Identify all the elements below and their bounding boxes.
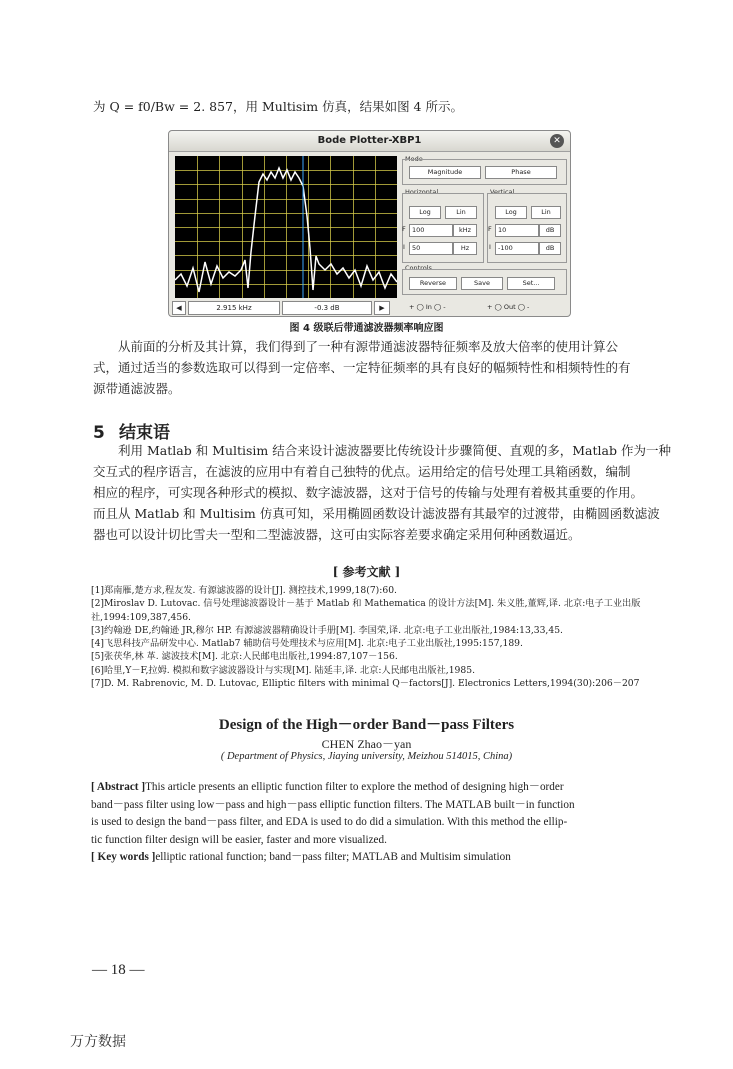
keywords-text: elliptic rational function; band－pass filter; MATLAB and Multisim simulation (155, 851, 511, 863)
english-title: Design of the High－order Band－pass Filters (218, 717, 515, 733)
h-i-label: I (403, 243, 405, 251)
close-icon[interactable]: ✕ (550, 134, 564, 148)
bode-title: Bode Plotter-XBP1 (169, 131, 570, 152)
abstract-line: is used to design the band－pass filter, and EDA is used to do did a simulation. With this method the ellip- (91, 816, 568, 828)
abstract-label: [ Abstract ] (91, 781, 146, 793)
english-abstract (91, 779, 663, 867)
references-list (91, 584, 666, 690)
phase-button[interactable]: Phase (485, 166, 557, 179)
v-lin-button[interactable]: Lin (531, 206, 561, 219)
bode-plotter-window (168, 130, 571, 317)
paragraph-line: 利用 Matlab 和 Multisim 结合来设计滤波器要比传统设计步骤简便、直观的多，Matlab 作为一种 (118, 443, 671, 458)
h-i-input[interactable]: 50 (409, 242, 453, 255)
section-number: 5 (93, 423, 105, 443)
reference-item: [2]Miroslav D. Lutovac. 信号处理滤波器设计－基于 Matlab 和 Mathematica 的设计方法[M]. 朱义胜,董辉,译. 北京:电子工业出版 (91, 598, 641, 610)
arrow-left-icon[interactable]: ◀ (172, 301, 186, 315)
vertical-label: Vertical (490, 188, 515, 196)
reference-item: [3]约翰逊 DE,约翰逊 JR,穆尔 HP. 有源滤波器精确设计手册[M]. 李国荣,译. 北京:电子工业出版社,1984:13,33,45. (91, 624, 563, 636)
section-title: 结束语 (119, 423, 170, 443)
english-affiliation: ( Department of Physics, Jiaying university, Meizhou 514015, China) (220, 751, 513, 762)
keywords-label: [ Key words ] (91, 851, 156, 863)
h-f-input[interactable]: 100 (409, 224, 453, 237)
intro-line: 为 Q = f0/Bw = 2. 857，用 Multisim 仿真，结果如图 4 所示。 (93, 99, 463, 114)
paragraph-line: 从前面的分析及其计算，我们得到了一种有源带通滤波器特征频率及放大倍率的使用计算公 (118, 339, 619, 354)
h-lin-button[interactable]: Lin (445, 206, 477, 219)
mode-label: Mode (405, 155, 423, 163)
reverse-button[interactable]: Reverse (409, 277, 457, 290)
set-button[interactable]: Set... (507, 277, 555, 290)
v-i-unit[interactable]: dB (539, 242, 561, 255)
horizontal-label: Horizontal (405, 188, 439, 196)
paragraph-line: 器也可以设计切比雪夫一型和二型滤波器，这可由实际容差要求确定采用何种函数逼近。 (93, 527, 581, 542)
reference-item: [1]郑南雁,楚方求,程友发. 有源滤波器的设计[J]. 测控技术,1999,18(7):60. (91, 585, 397, 596)
paragraph-line: 式，通过适当的参数选取可以得到一定倍率、一定特征频率的具有良好的幅频特性和相频特性的有 (93, 360, 631, 375)
h-f-label: F (402, 225, 406, 233)
v-i-input[interactable]: -100 (495, 242, 539, 255)
controls-label: Controls (405, 264, 432, 272)
in-terminals[interactable]: + ◯ In ◯ - (409, 303, 446, 311)
readout-bar (172, 301, 398, 314)
paragraph-line: 源带通滤波器。 (93, 381, 181, 396)
abstract-line: band－pass filter using low－pass and high－pass elliptic function filters. The MATLAB built－in function (91, 798, 575, 811)
save-button[interactable]: Save (461, 277, 503, 290)
reference-item: [7]D. M. Rabrenovic, M. D. Lutovac, Elliptic filters with minimal Q－factors[J]. Electronics Letters,1994(30):206－207 (91, 678, 640, 690)
reference-item: [4]飞思科技产品研发中心. Matlab7 辅助信号处理技术与应用[M]. 北京:电子工业出版社,1995:157,189. (91, 638, 523, 650)
v-f-unit[interactable]: dB (539, 224, 561, 237)
v-log-button[interactable]: Log (495, 206, 527, 219)
h-log-button[interactable]: Log (409, 206, 441, 219)
paragraph-line: 交互式的程序语言，在滤波的应用中有着自己独特的优点。运用给定的信号处理工具箱函数，编制 (93, 464, 631, 479)
out-terminals[interactable]: + ◯ Out ◯ - (487, 303, 530, 311)
english-author: CHEN Zhao－yan (321, 737, 412, 751)
page-number: — 18 — (92, 962, 145, 978)
reference-item: [5]张茯华,林 革. 滤波技术[M]. 北京:人民邮电出版社,1994:87,107－156. (91, 651, 398, 663)
abstract-line: This article presents an elliptic function filter to explore the method of designing high－order (145, 781, 564, 793)
references-heading: [ 参考文献 ] (332, 565, 401, 579)
bode-plot-area (175, 156, 397, 298)
abstract-line: tic function filter design will be easier, faster and more visualized. (91, 833, 387, 846)
magnitude-button[interactable]: Magnitude (409, 166, 481, 179)
paragraph-line: 而且从 Matlab 和 Multisim 仿真可知，采用椭圆函数设计滤波器有其最窄的过渡带，由椭圆函数滤波 (93, 506, 660, 521)
freq-readout: 2.915 kHz (188, 301, 280, 315)
v-f-label: F (488, 225, 492, 233)
paragraph-1 (93, 336, 663, 399)
db-readout: -0.3 dB (282, 301, 372, 315)
reference-item: 社,1994:109,387,456. (91, 611, 191, 623)
h-i-unit[interactable]: Hz (453, 242, 477, 255)
v-i-label: I (489, 243, 491, 251)
paragraph-2 (93, 440, 671, 545)
reference-item: [6]哈里,Y－F,拉姆. 模拟和数字滤波器设计与实现[M]. 陆延丰,译. 北京:人民邮电出版社,1985. (91, 664, 476, 676)
arrow-right-icon[interactable]: ▶ (374, 301, 390, 315)
h-f-unit[interactable]: kHz (453, 224, 477, 237)
paragraph-line: 相应的程序，可实现各种形式的模拟、数字滤波器，这对于信号的传输与处理有着极其重要的作用。 (93, 485, 644, 500)
figure-caption: 图 4 级联后带通滤波器频率响应图 (289, 323, 444, 334)
bode-plot-svg (175, 156, 397, 298)
footer-brand: 万方数据 (70, 1034, 126, 1050)
v-f-input[interactable]: 10 (495, 224, 539, 237)
